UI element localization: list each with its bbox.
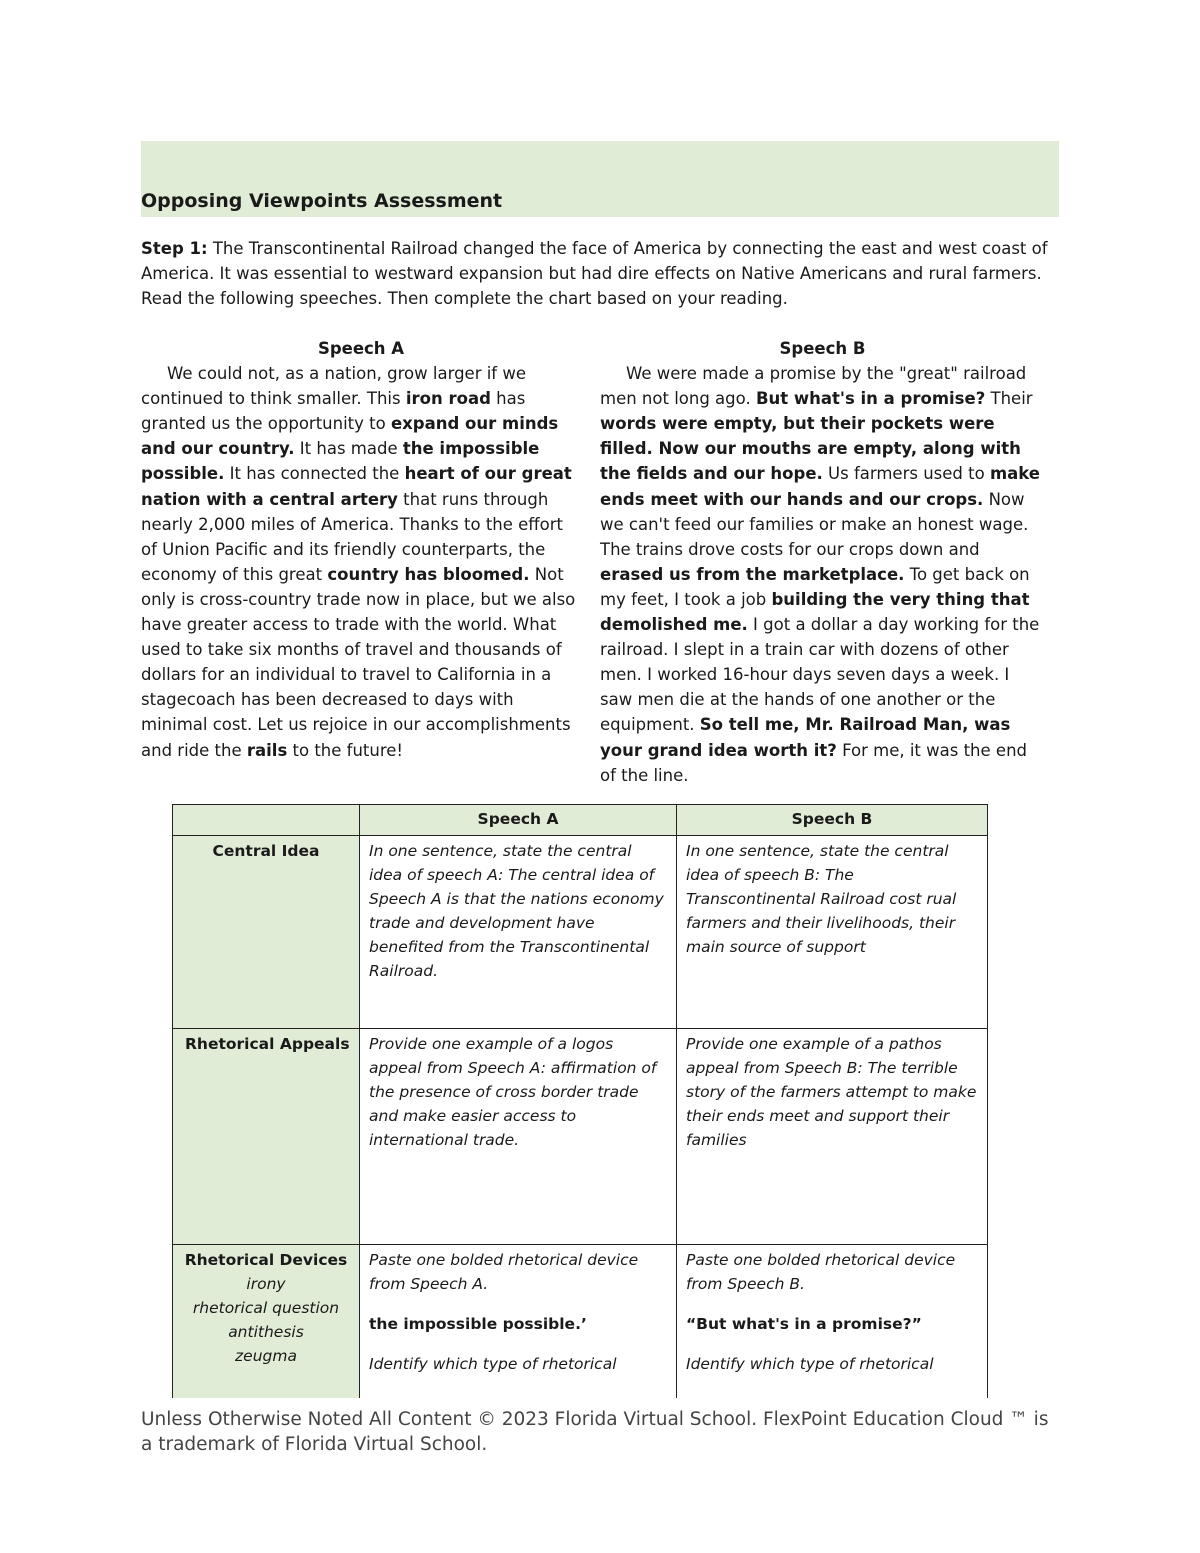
devices-speech-a[interactable] xyxy=(360,1245,677,1399)
devices-b-answer: “But what's in a promise?” xyxy=(686,1315,922,1333)
speech-a-segment: We could not, as a nation, grow larger if we continued to think smaller. This xyxy=(141,364,527,409)
speech-b-segment: Now we can't feed our families or make an honest wage. The trains drove costs for our crops down and xyxy=(600,489,1029,559)
speech-b-segment: words were empty, but their pockets were filled. Now our mouths are empty, along with the fields and our hope. xyxy=(600,414,1021,484)
speech-a-segment: It has connected the xyxy=(224,464,405,484)
speech-a-body xyxy=(141,361,581,763)
step-label: Step 1: xyxy=(141,239,208,258)
central-idea-speech-a[interactable]: In one sentence, state the central idea of speech A: The central idea of Speech A is that the nations economy trade and development have benefited from the Transcontinental Railroad. xyxy=(360,836,677,1029)
chart-header-row xyxy=(173,805,988,836)
col-header-speech-b: Speech B xyxy=(677,805,988,836)
chart-corner-cell xyxy=(173,805,360,836)
central-idea-speech-b[interactable]: In one sentence, state the central idea of speech B: The Transcontinental Railroad cost rual farmers and their livelihoods, their main source of support xyxy=(677,836,988,1029)
row-central-idea xyxy=(173,836,988,1029)
appeals-speech-a[interactable]: Provide one example of a logos appeal from Speech A: affirmation of the presence of cross border trade and make easier access to international trade. xyxy=(360,1029,677,1245)
speech-b-segment: erased us from the marketplace. xyxy=(600,564,905,584)
devices-label: Rhetorical Devices xyxy=(184,1251,348,1269)
speech-a-segment: rails xyxy=(246,740,288,760)
row-rhetorical-appeals xyxy=(173,1029,988,1245)
speech-a-segment: Not only is cross-country trade now in place, but we also have greater access to trade with the world. What used to take six months of travel and thousands of dollars for an individual to travel to California in a stagecoach has been decreased to days with minimal cost. Let us rejoice in our accomplishments and ride the xyxy=(141,564,576,760)
col-header-speech-a: Speech A xyxy=(360,805,677,836)
copyright-footer: Unless Otherwise Noted All Content © 2023 Florida Virtual School. FlexPoint Education Cloud ™ is a trademark of Florida Virtual School. xyxy=(141,1409,1049,1455)
row-rhetorical-devices xyxy=(173,1245,988,1399)
devices-a-identify: Identify which type of rhetorical xyxy=(369,1355,617,1373)
speech-a-segment: It has made xyxy=(294,439,403,459)
speech-b-segment: To get back on my feet, I took a job xyxy=(600,564,1030,609)
page-title: Opposing Viewpoints Assessment xyxy=(141,190,503,212)
chart-container xyxy=(172,804,990,1398)
device-option-zeugma: zeugma xyxy=(235,1347,297,1365)
speech-a-segment: heart of our great nation with a central artery xyxy=(141,464,572,509)
device-option-antithesis: antithesis xyxy=(228,1323,304,1341)
devices-a-prompt: Paste one bolded rhetorical device from Speech A. xyxy=(369,1251,639,1293)
speech-a-segment: iron road xyxy=(405,389,491,409)
step-text: The Transcontinental Railroad changed the face of America by connecting the east and west coast of America. It was essential to westward expansion but had dire effects on Native Americans and rural farmers. Read the following speeches. Then complete the chart based on your reading. xyxy=(141,239,1048,308)
speech-a-segment: to the future! xyxy=(287,740,404,760)
device-option-rhetorical-question: rhetorical question xyxy=(192,1299,340,1317)
speech-b-heading: Speech B xyxy=(779,339,866,358)
speech-b-segment: But what's in a promise? xyxy=(755,389,986,409)
speech-a-segment: that runs through nearly 2,000 miles of America. Thanks to the effort of Union Pacific and its friendly counterparts, the economy of this great xyxy=(141,489,564,584)
appeals-speech-b[interactable]: Provide one example of a pathos appeal from Speech B: The terrible story of the farmers attempt to make their ends meet and support their families xyxy=(677,1029,988,1245)
speech-a xyxy=(141,336,581,763)
row-label-rhetorical-appeals: Rhetorical Appeals xyxy=(173,1029,360,1245)
devices-speech-b[interactable] xyxy=(677,1245,988,1399)
speech-b-segment: Us farmers used to xyxy=(822,464,990,484)
speech-a-heading: Speech A xyxy=(317,339,405,358)
speech-b-segment: We were made a promise by the "great" railroad men not long ago. xyxy=(600,364,1027,409)
speech-b-segment: For me, it was the end of the line. xyxy=(600,740,1027,785)
speech-a-segment: has granted us the opportunity to xyxy=(141,389,526,434)
step-1-instructions xyxy=(141,236,1059,311)
row-label-rhetorical-devices xyxy=(173,1245,360,1399)
devices-b-prompt: Paste one bolded rhetorical device from Speech B. xyxy=(686,1251,956,1293)
device-option-irony: irony xyxy=(246,1275,286,1293)
speech-b-body xyxy=(600,361,1045,788)
devices-a-answer: the impossible possible.’ xyxy=(369,1315,587,1333)
speech-b-segment: So tell me, Mr. Railroad Man, was your grand idea worth it? xyxy=(600,715,1011,760)
speech-a-segment: expand our minds and our country. xyxy=(141,414,559,459)
comparison-chart xyxy=(172,804,988,1398)
devices-b-identify: Identify which type of rhetorical xyxy=(686,1355,934,1373)
speech-a-segment: the impossible possible. xyxy=(141,439,540,484)
row-label-central-idea: Central Idea xyxy=(173,836,360,1029)
speech-b-segment: Their xyxy=(985,389,1033,409)
speech-b-segment: make ends meet with our hands and our crops. xyxy=(600,464,1041,509)
speech-b-segment: building the very thing that demolished me. xyxy=(600,589,1030,635)
speech-a-segment: country has bloomed. xyxy=(327,564,530,584)
speech-b xyxy=(600,336,1045,788)
speech-b-segment: I got a dollar a day working for the railroad. I slept in a train car with dozens of other men. I worked 16-hour days seven days a week. I saw men die at the hands of one another or the equipment. xyxy=(600,615,1040,735)
